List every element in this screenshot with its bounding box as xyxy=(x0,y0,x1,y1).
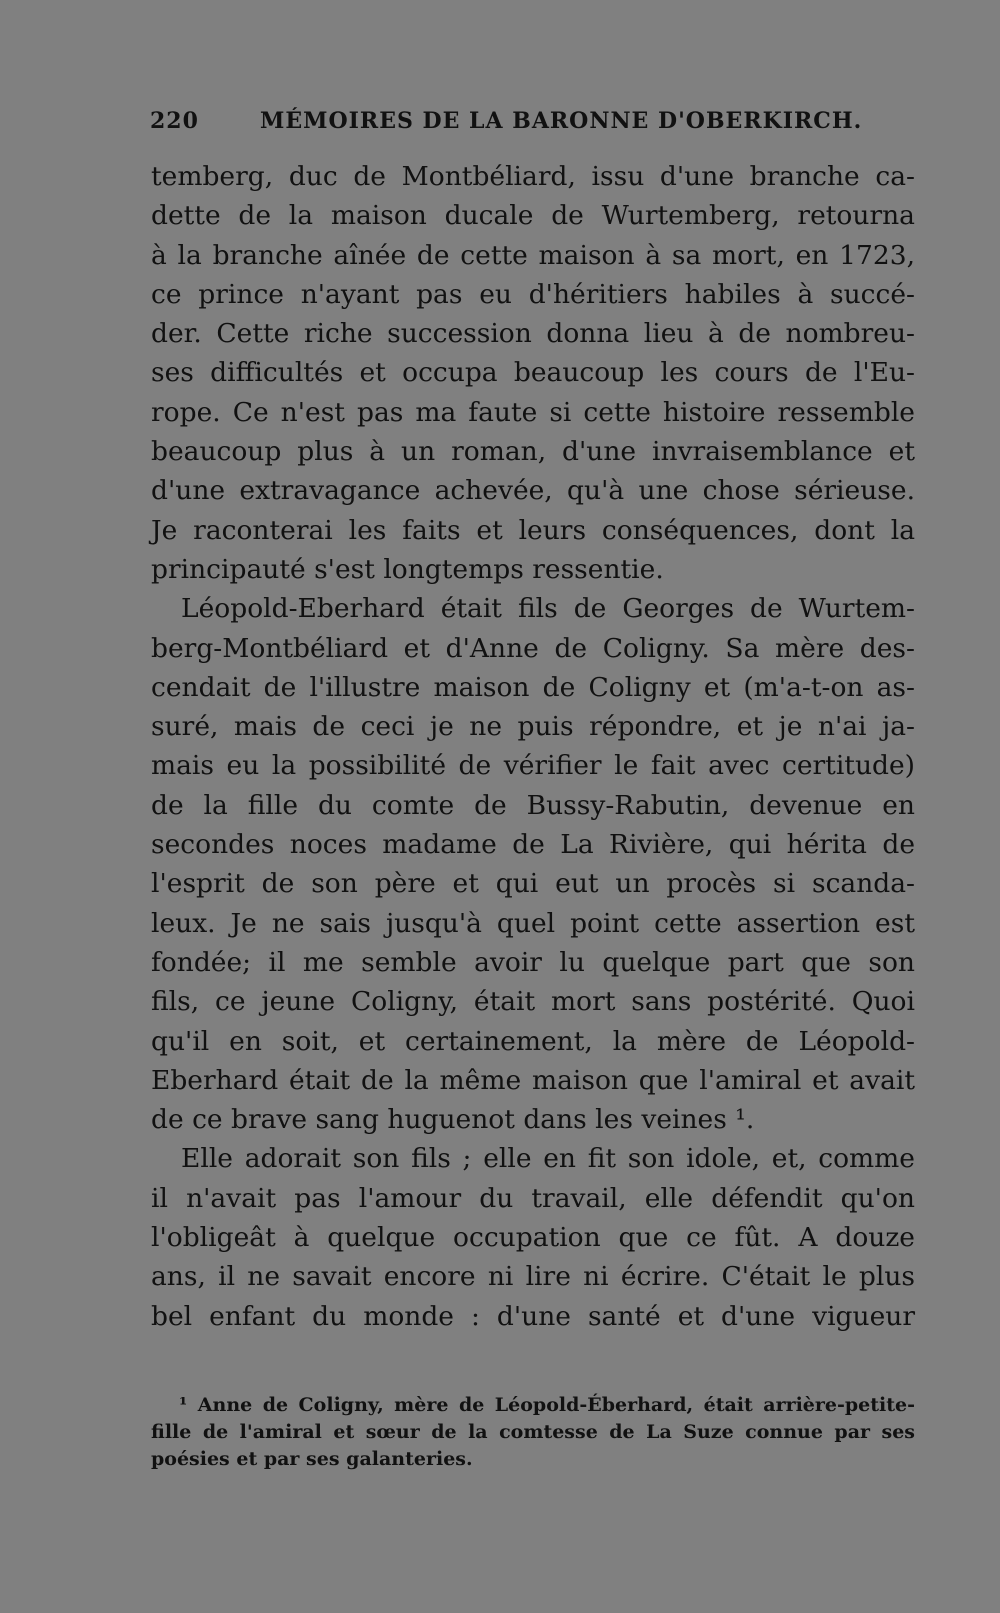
text-line: de la fille du comte de Bussy-Rabutin, devenue en xyxy=(151,789,915,821)
text-line: l'obligeât à quelque occupation que ce fût. A douze xyxy=(151,1222,915,1254)
text-line: bel enfant du monde : d'une santé et d'une vigueur xyxy=(151,1300,915,1332)
text-line: dette de la maison ducale de Wurtemberg, retourna xyxy=(151,200,915,232)
page-header xyxy=(150,108,863,142)
running-head: MÉMOIRES DE LA BARONNE D'OBERKIRCH. xyxy=(260,108,863,134)
text-line: Léopold-Eberhard était fils de Georges de Wurtem- xyxy=(181,593,915,625)
text-line: il n'avait pas l'amour du travail, elle défendit qu'on xyxy=(151,1182,915,1214)
text-line: Elle adorait son fils ; elle en fit son idole, et, comme xyxy=(181,1143,915,1175)
text-line: l'esprit de son père et qui eut un procès si scanda- xyxy=(151,868,915,900)
page-number: 220 xyxy=(150,108,199,134)
footnote xyxy=(151,1392,915,1473)
text-line: rope. Ce n'est pas ma faute si cette histoire ressemble xyxy=(151,396,915,428)
text-line: leux. Je ne sais jusqu'à quel point cette assertion est xyxy=(151,907,915,939)
text-line: mais eu la possibilité de vérifier le fait avec certitude) xyxy=(151,750,915,782)
text-line: der. Cette riche succession donna lieu à de nombreu- xyxy=(151,318,915,350)
text-line: principauté s'est longtemps ressentie. xyxy=(151,553,664,585)
text-line: fils, ce jeune Coligny, était mort sans postérité. Quoi xyxy=(151,986,915,1018)
text-line: secondes noces madame de La Rivière, qui hérita de xyxy=(151,829,915,861)
body-text xyxy=(151,157,915,1336)
text-line: suré, mais de ceci je ne puis répondre, et je n'ai ja- xyxy=(151,711,915,743)
footnote-line: poésies et par ses galanteries. xyxy=(151,1448,473,1470)
text-line: à la branche aînée de cette maison à sa mort, en 1723, xyxy=(151,239,915,271)
text-line: temberg, duc de Montbéliard, issu d'une branche ca- xyxy=(151,161,915,192)
text-line: berg-Montbéliard et d'Anne de Coligny. Sa mère des- xyxy=(151,632,915,664)
text-line: cendait de l'illustre maison de Coligny et (m'a-t-on as- xyxy=(151,671,915,703)
text-line: de ce brave sang huguenot dans les veines ¹. xyxy=(151,1104,755,1136)
text-line: d'une extravagance achevée, qu'à une chose sérieuse. xyxy=(151,475,915,507)
text-line: ans, il ne savait encore ni lire ni écrire. C'était le plus xyxy=(151,1261,915,1293)
text-line: ce prince n'ayant pas eu d'héritiers habiles à succé- xyxy=(151,278,915,310)
text-line: Je raconterai les faits et leurs conséquences, dont la xyxy=(151,514,915,546)
text-line: ses difficultés et occupa beaucoup les cours de l'Eu- xyxy=(151,357,915,389)
footnote-line: ¹ Anne de Coligny, mère de Léopold-Éberhard, était arrière-petite- xyxy=(179,1394,915,1416)
footnote-line: fille de l'amiral et sœur de la comtesse de La Suze connue par ses xyxy=(151,1421,915,1443)
text-line: fondée; il me semble avoir lu quelque part que son xyxy=(151,946,915,978)
text-line: beaucoup plus à un roman, d'une invraisemblance et xyxy=(151,436,915,468)
text-line: qu'il en soit, et certainement, la mère de Léopold- xyxy=(151,1025,915,1057)
text-line: Eberhard était de la même maison que l'amiral et avait xyxy=(151,1064,915,1096)
